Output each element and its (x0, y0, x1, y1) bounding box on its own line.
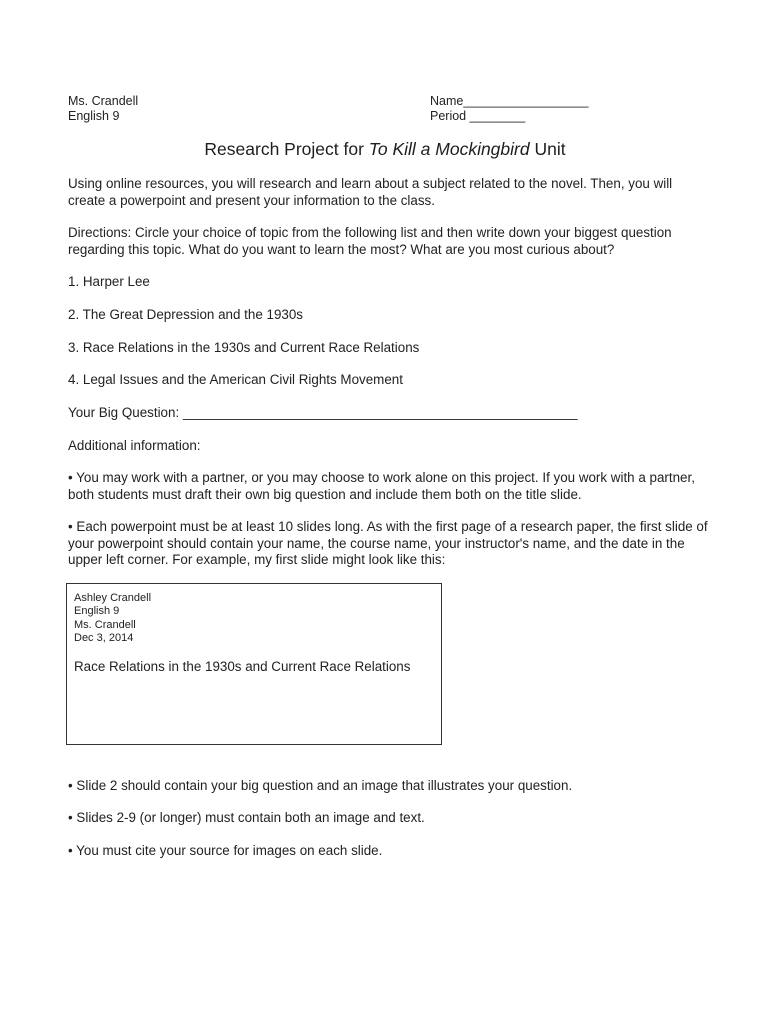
slide-date: Dec 3, 2014 (74, 631, 134, 644)
topic-item: 3. Race Relations in the 1930s and Current Race Relations (68, 340, 420, 355)
topic-item: 1. Harper Lee (68, 274, 150, 289)
title-book: To Kill a Mockingbird (368, 139, 530, 159)
slide-title: Race Relations in the 1930s and Current Race Relations (74, 659, 411, 674)
slide-student-name: Ashley Crandell (74, 592, 152, 604)
directions-paragraph: Directions: Circle your choice of topic from the following list and then write down your biggest question regarding this topic. What do you want to learn the most? What are you most curious about? (68, 225, 672, 257)
title-prefix: Research Project for (204, 139, 369, 159)
course-name: English 9 (68, 109, 120, 123)
bullet-item: • You may work with a partner, or you may choose to work alone on this project. If you work with a partner, both students must draft their own big question and include them both on the title slide. (68, 470, 695, 502)
header-left (68, 94, 138, 124)
slide-header-block (74, 592, 151, 645)
slide-instructor-name: Ms. Crandell (74, 618, 136, 631)
big-question-line: Your Big Question: _____________________________________________________ (68, 405, 578, 420)
intro-paragraph: Using online resources, you will research and learn about a subject related to the novel. Then, you will create a powerpoint and present your information to the class. (68, 176, 673, 208)
teacher-name: Ms. Crandell (68, 94, 139, 108)
period-line: Period ________ (430, 109, 526, 123)
student-name-line: Name__________________ (430, 94, 589, 108)
bullet-item: • Slides 2-9 (or longer) must contain both an image and text. (68, 810, 425, 825)
header-right (430, 94, 588, 124)
bullet-item: • You must cite your source for images on each slide. (68, 843, 383, 858)
page-title (0, 138, 770, 160)
bullet-item: • Each powerpoint must be at least 10 slides long. As with the first page of a research paper, the first slide of your powerpoint should contain your name, the course name, your instructor's name, and the date in the upper left corner. For example, my first slide might look like this: (68, 519, 708, 567)
additional-info-heading: Additional information: (68, 438, 201, 453)
topic-item: 4. Legal Issues and the American Civil Rights Movement (68, 372, 403, 387)
example-slide (66, 583, 442, 745)
topic-item: 2. The Great Depression and the 1930s (68, 307, 303, 322)
title-suffix: Unit (529, 139, 566, 159)
bullet-item: • Slide 2 should contain your big question and an image that illustrates your question. (68, 778, 573, 793)
slide-course-name: English 9 (74, 605, 120, 618)
